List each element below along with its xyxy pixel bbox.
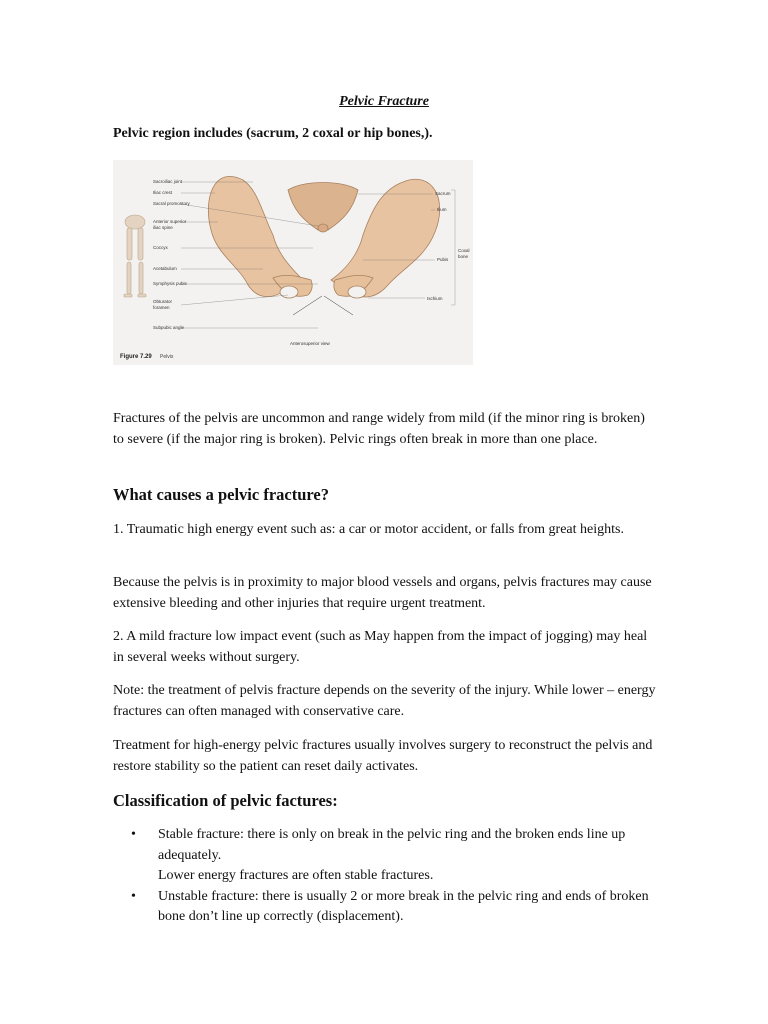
label-acetabulum: Acetabulum	[153, 266, 177, 271]
paragraph-high-energy-treatment: Treatment for high-energy pelvic fractures usually involves surgery to reconstruct the pelvis and restore stability so the patient can reset daily activates.	[113, 738, 653, 774]
paragraph-fracture-range: Fractures of the pelvis are uncommon and range widely from mild (if the minor ring is broken) to severe (if the major ring is broken). Pelvic rings often break in more than one place.	[113, 411, 645, 447]
label-coccyx: Coccyx	[153, 245, 168, 250]
label-ilium: Ilium	[437, 207, 447, 212]
label-asis-2: iliac spine	[153, 225, 173, 230]
label-asis-1: Anterior superior	[153, 219, 187, 224]
paragraph-mild-fracture: 2. A mild fracture low impact event (such as May happen from the impact of jogging) may heal in several weeks without surgery.	[113, 629, 648, 665]
paragraph-bleeding: Because the pelvis is in proximity to major blood vessels and organs, pelvis fractures may cause extensive bleeding and other injuries that require urgent treatment.	[113, 575, 652, 611]
page-title: Pelvic Fracture	[339, 94, 429, 109]
unstable-fracture-text: Unstable fracture: there is usually 2 or more break in the pelvic ring and ends of broken bone don’t line up correctly (displacement).	[158, 888, 649, 924]
paragraph-traumatic-cause: 1. Traumatic high energy event such as: a car or motor accident, or falls from great heights.	[113, 522, 624, 537]
pelvis-figure	[113, 160, 473, 365]
stable-fracture-note: Lower energy fractures are often stable fractures.	[158, 868, 434, 883]
classification-list	[113, 825, 658, 928]
bullet-icon: •	[131, 888, 136, 904]
label-iliac-crest: Iliac crest	[153, 190, 173, 195]
figure-caption-number: Figure 7.29	[120, 354, 152, 360]
label-coxal-1: Coxal	[458, 248, 470, 253]
label-subpubic-angle: Subpubic angle	[153, 325, 185, 330]
label-obturator-1: Obturator	[153, 299, 173, 304]
bullet-icon: •	[131, 827, 136, 842]
label-sacrum: Sacrum	[435, 191, 451, 196]
heading-causes: What causes a pelvic fracture?	[113, 485, 329, 504]
pelvis-illustration	[113, 160, 473, 365]
intro-text: Pelvic region includes (sacrum, 2 coxal or hip bones,).	[113, 126, 433, 141]
label-coxal-2: bone	[458, 254, 469, 259]
list-item	[113, 825, 658, 887]
label-sacral-promontory: Sacral promontory	[153, 201, 190, 206]
figure-caption-text: Pelvis	[160, 354, 174, 360]
heading-classification: Classification of pelvic factures:	[113, 791, 338, 810]
label-obturator-2: foramen	[153, 305, 170, 310]
label-pubis: Pubis	[437, 257, 449, 262]
paragraph-treatment-note: Note: the treatment of pelvis fracture depends on the severity of the injury. While lower – energy fractures can often managed with conservative care.	[113, 683, 656, 719]
label-sacroiliac-joint: Sacroiliac joint	[153, 179, 183, 184]
list-item	[113, 887, 658, 928]
label-view: Anterosuperior view	[290, 341, 330, 346]
label-symphysis-pubis: Symphysis pubis	[153, 281, 187, 286]
label-ischium: Ischium	[427, 296, 443, 301]
stable-fracture-text: Stable fracture: there is only on break in the pelvic ring and the broken ends line up adequately.	[158, 827, 626, 863]
